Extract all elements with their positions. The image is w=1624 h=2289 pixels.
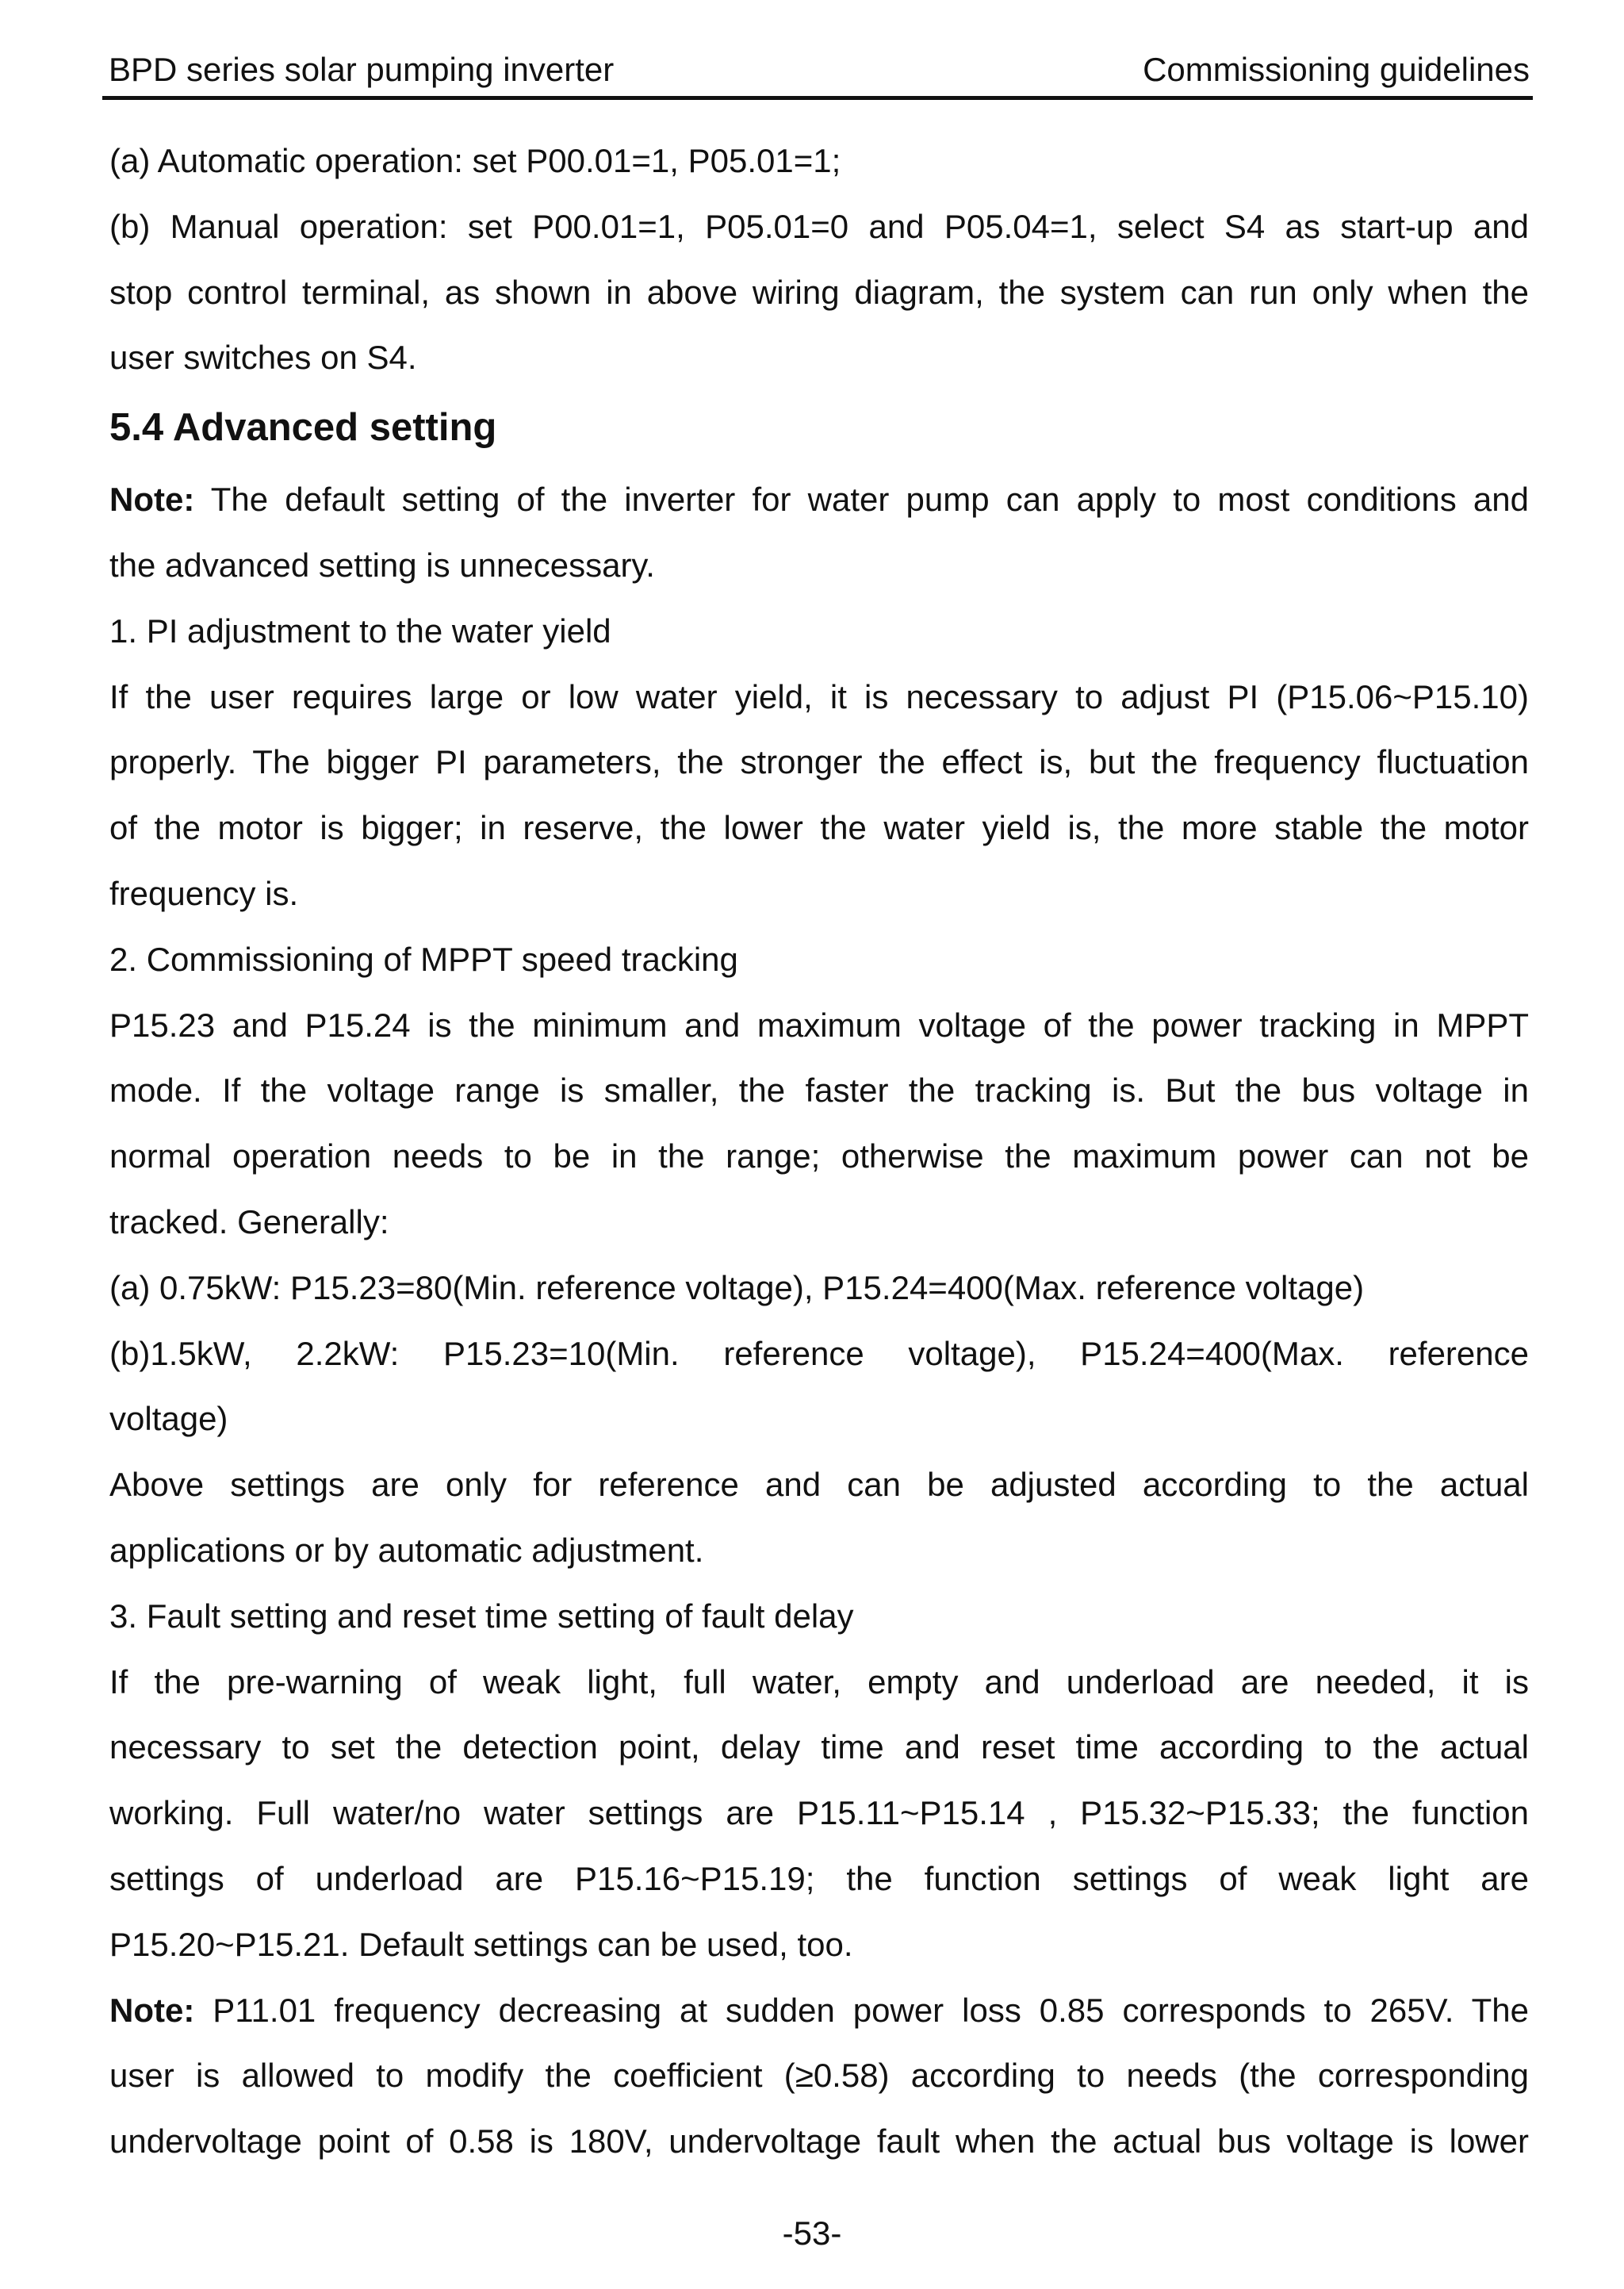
header-section-title: Commissioning guidelines: [1143, 51, 1530, 88]
body-line: of the motor is bigger; in reserve, the lower the water yield is, the more stable the motor: [109, 809, 1529, 847]
page-number: -53-: [782, 2214, 842, 2252]
body-line: normal operation needs to be in the range; otherwise the maximum power can not be: [109, 1137, 1529, 1175]
page-body: [109, 128, 1529, 2175]
body-line: P15.23 and P15.24 is the minimum and maximum voltage of the power tracking in MPPT: [109, 1006, 1529, 1044]
body-line: (a) Automatic operation: set P00.01=1, P05.01=1;: [109, 142, 841, 179]
body-line: working. Full water/no water settings are P15.11~P15.14 , P15.32~P15.33; the function: [109, 1794, 1529, 1832]
body-line: (b)1.5kW, 2.2kW: P15.23=10(Min. reference voltage), P15.24=400(Max. reference: [109, 1334, 1529, 1372]
body-line: mode. If the voltage range is smaller, the faster the tracking is. But the bus voltage in: [109, 1072, 1529, 1110]
header-rule: [102, 96, 1533, 100]
body-line: settings of underload are P15.16~P15.19; the function settings of weak light are: [109, 1859, 1529, 1897]
body-line: (b) Manual operation: set P00.01=1, P05.01=0 and P05.04=1, select S4 as start-up and: [109, 207, 1529, 245]
body-line: frequency is.: [109, 874, 299, 912]
body-line: (a) 0.75kW: P15.23=80(Min. reference voltage), P15.24=400(Max. reference voltage): [109, 1268, 1365, 1306]
numbered-item-title: 3. Fault setting and reset time setting of fault delay: [109, 1597, 854, 1635]
body-line: user switches on S4.: [109, 339, 417, 377]
body-line: necessary to set the detection point, delay time and reset time according to the actual: [109, 1728, 1529, 1766]
body-line: If the pre-warning of weak light, full water, empty and underload are needed, it is: [109, 1662, 1529, 1700]
body-line: the advanced setting is unnecessary.: [109, 546, 655, 584]
note-text: P11.01 frequency decreasing at sudden power loss 0.85 corresponds to 265V. The: [194, 1991, 1529, 2029]
page-header: [102, 44, 1530, 95]
body-line: applications or by automatic adjustment.: [109, 1531, 704, 1569]
body-line: properly. The bigger PI parameters, the stronger the effect is, but the frequency fluctuation: [109, 743, 1529, 781]
body-line: If the user requires large or low water yield, it is necessary to adjust PI (P15.06~P15.10): [109, 677, 1529, 715]
body-line: voltage): [109, 1400, 228, 1438]
header-document-title: BPD series solar pumping inverter: [109, 51, 615, 88]
note-line: [109, 467, 1529, 533]
numbered-item-title: 1. PI adjustment to the water yield: [109, 612, 611, 650]
numbered-item-title: 2. Commissioning of MPPT speed tracking: [109, 940, 738, 978]
body-line: undervoltage point of 0.58 is 180V, undervoltage fault when the actual bus voltage is lower: [109, 2122, 1529, 2161]
body-line: stop control terminal, as shown in above wiring diagram, the system can run only when the: [109, 273, 1529, 311]
section-heading: 5.4 Advanced setting: [109, 406, 497, 450]
note-line: [109, 1978, 1529, 2044]
body-line: P15.20~P15.21. Default settings can be used, too.: [109, 1925, 853, 1963]
body-line: Above settings are only for reference and can be adjusted according to the actual: [109, 1466, 1529, 1504]
note-label: Note:: [109, 481, 195, 519]
body-line: user is allowed to modify the coefficient (≥0.58) according to needs (the corresponding: [109, 2057, 1529, 2095]
note-text: The default setting of the inverter for water pump can apply to most conditions and: [194, 481, 1529, 519]
body-line: tracked. Generally:: [109, 1202, 389, 1240]
note-label: Note:: [109, 1991, 195, 2029]
